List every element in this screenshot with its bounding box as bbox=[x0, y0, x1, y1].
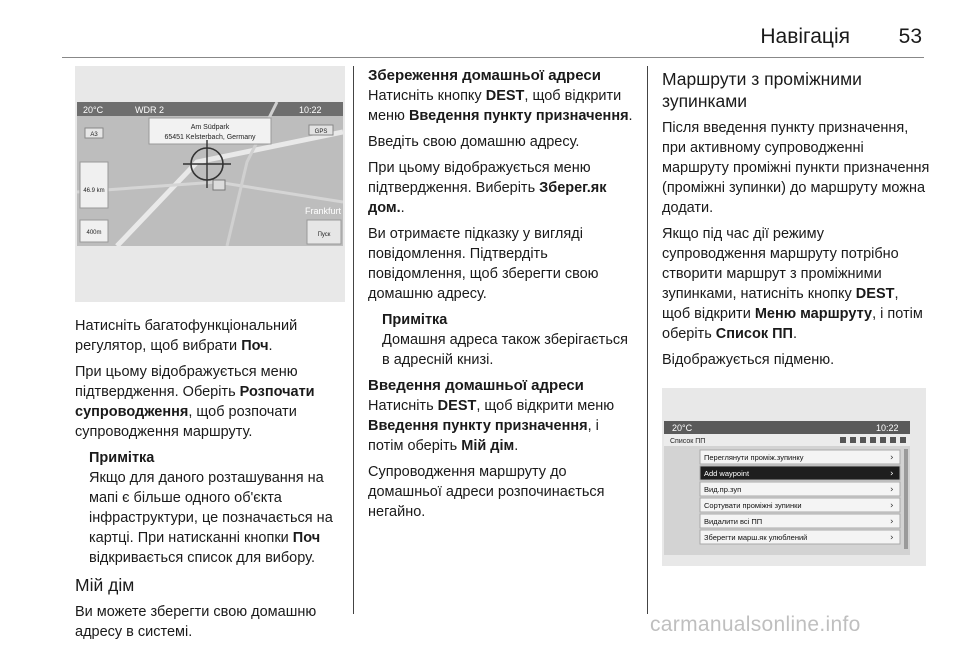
menu-item[interactable] bbox=[700, 514, 900, 528]
waypoint-menu-screenshot bbox=[662, 388, 926, 566]
column-divider-2 bbox=[647, 66, 648, 614]
screen-start-softkey: Пуск bbox=[317, 232, 331, 238]
section-heading-my-home: Мій дім bbox=[75, 575, 135, 595]
paragraph-prompt: Ви отримаєте підказку у вигляді повідомлення. Підтвердіть повідомлення, щоб зберегти свою домашню адресу. bbox=[368, 226, 599, 302]
watermark: carmanualsonline.info bbox=[650, 613, 861, 636]
paragraph-press-dest: Натисніть кнопку DEST, щоб відкрити меню Введення пункту призначення. bbox=[368, 88, 633, 124]
menu-time: 10:22 bbox=[876, 423, 899, 433]
paragraph-enter-address: Введіть свою домашню адресу. bbox=[368, 134, 580, 150]
screen-gps-label: GPS bbox=[314, 129, 328, 135]
menu-item-label: Видалити всі ПП bbox=[704, 517, 763, 526]
paragraph-submenu: Відображується підменю. bbox=[662, 352, 835, 368]
paragraph-select-my-home: Натисніть DEST, щоб відкрити меню Введення пункту призначення, і потім оберіть Мій дім. bbox=[368, 398, 615, 454]
page-header bbox=[0, 0, 960, 62]
column-divider-1 bbox=[353, 66, 354, 614]
navigation-map-screenshot bbox=[75, 66, 345, 302]
screen-time: 10:22 bbox=[299, 105, 322, 115]
screen-city: Frankfurt bbox=[305, 206, 342, 216]
menu-temp: 20°C bbox=[672, 423, 693, 433]
screen-temp: 20°C bbox=[83, 105, 104, 115]
subheading-enter-home: Введення домашньої адреси bbox=[368, 377, 584, 394]
menu-item[interactable] bbox=[700, 530, 900, 544]
paragraph-save-home: Ви можете зберегти свою домашню адресу в системі. bbox=[75, 604, 317, 640]
column-1 bbox=[75, 66, 345, 648]
paragraph-waypoints-howto: Якщо під час дії режиму супроводження маршруту потрібно створити маршрут з проміжними зупинками, натисніть кнопку DEST, щоб відкрити Меню маршруту, і потім оберіть Список ПП. bbox=[662, 226, 923, 342]
chevron-right-icon: › bbox=[890, 533, 894, 543]
menu-item-label: Зберегти марш.як улюблений bbox=[704, 533, 808, 542]
note-title: Примітка bbox=[382, 312, 448, 328]
page-title: Навігація bbox=[760, 25, 850, 48]
paragraph-start-guidance: При цьому відображується меню підтвердження. Оберіть Розпочати супроводження, щоб розпочати супроводження маршруту. bbox=[75, 364, 315, 440]
menu-item-label: Переглянути проміж.зупинку bbox=[704, 453, 804, 462]
chevron-right-icon: › bbox=[890, 453, 894, 463]
menu-item[interactable] bbox=[700, 498, 900, 512]
chevron-right-icon: › bbox=[890, 501, 894, 511]
menu-item[interactable] bbox=[700, 450, 900, 464]
note-block-1: Примітка Якщо для даного розташування на мапі є більше одного об'єкта інфраструктури, це позначається на картці. При натисканні кнопки Поч відкривається список для вибору. bbox=[75, 448, 345, 568]
screen-address-line2: 65451 Kelsterbach, Germany bbox=[164, 134, 256, 141]
map-screen bbox=[77, 102, 343, 246]
page-number: 53 bbox=[898, 25, 922, 48]
menu-item[interactable] bbox=[700, 482, 900, 496]
note-block-2: Примітка Домашня адреса також зберігається в адресній книзі. bbox=[368, 310, 638, 370]
chevron-right-icon: › bbox=[890, 485, 894, 495]
screen-distance: 400m bbox=[86, 230, 102, 236]
screen-address-line1: Am Südpark bbox=[190, 124, 230, 131]
chevron-right-icon: › bbox=[890, 517, 894, 527]
paragraph-waypoints-intro: Після введення пункту призначення, при активному супроводженні маршруту проміжні пункти призначення (проміжні зупинки) до маршруту можна додати. bbox=[662, 120, 930, 216]
menu-item-label: Сортувати проміжні зупинки bbox=[704, 501, 802, 510]
menu-item-label: Add waypoint bbox=[704, 469, 750, 478]
column-2 bbox=[368, 66, 638, 528]
header-rule bbox=[62, 57, 924, 58]
paragraph-select-start: Натисніть багатофункціональний регулятор, щоб вибрати Поч. bbox=[75, 318, 298, 354]
paragraph-guidance-starts: Супроводження маршруту до домашньої адреси розпочинається негайно. bbox=[368, 464, 605, 520]
note-title: Примітка bbox=[89, 450, 155, 466]
column-3 bbox=[662, 66, 930, 566]
screen-scale: 46.9 km bbox=[83, 188, 105, 194]
menu-title: Список ПП bbox=[670, 438, 706, 445]
paragraph-confirm-save: При цьому відображується меню підтвердження. Виберіть Зберег.як дом.. bbox=[368, 160, 607, 216]
menu-screen bbox=[664, 421, 910, 555]
menu-item-label: Вид.пр.зуп bbox=[704, 485, 742, 494]
screen-station: WDR 2 bbox=[135, 105, 164, 115]
subheading-save-home: Збереження домашньої адреси bbox=[368, 67, 601, 84]
section-heading-waypoints: Маршрути з проміжними зупинками bbox=[662, 69, 862, 111]
chevron-right-icon: › bbox=[890, 469, 894, 479]
screen-road-label: A3 bbox=[90, 132, 98, 138]
menu-item[interactable] bbox=[700, 466, 900, 480]
